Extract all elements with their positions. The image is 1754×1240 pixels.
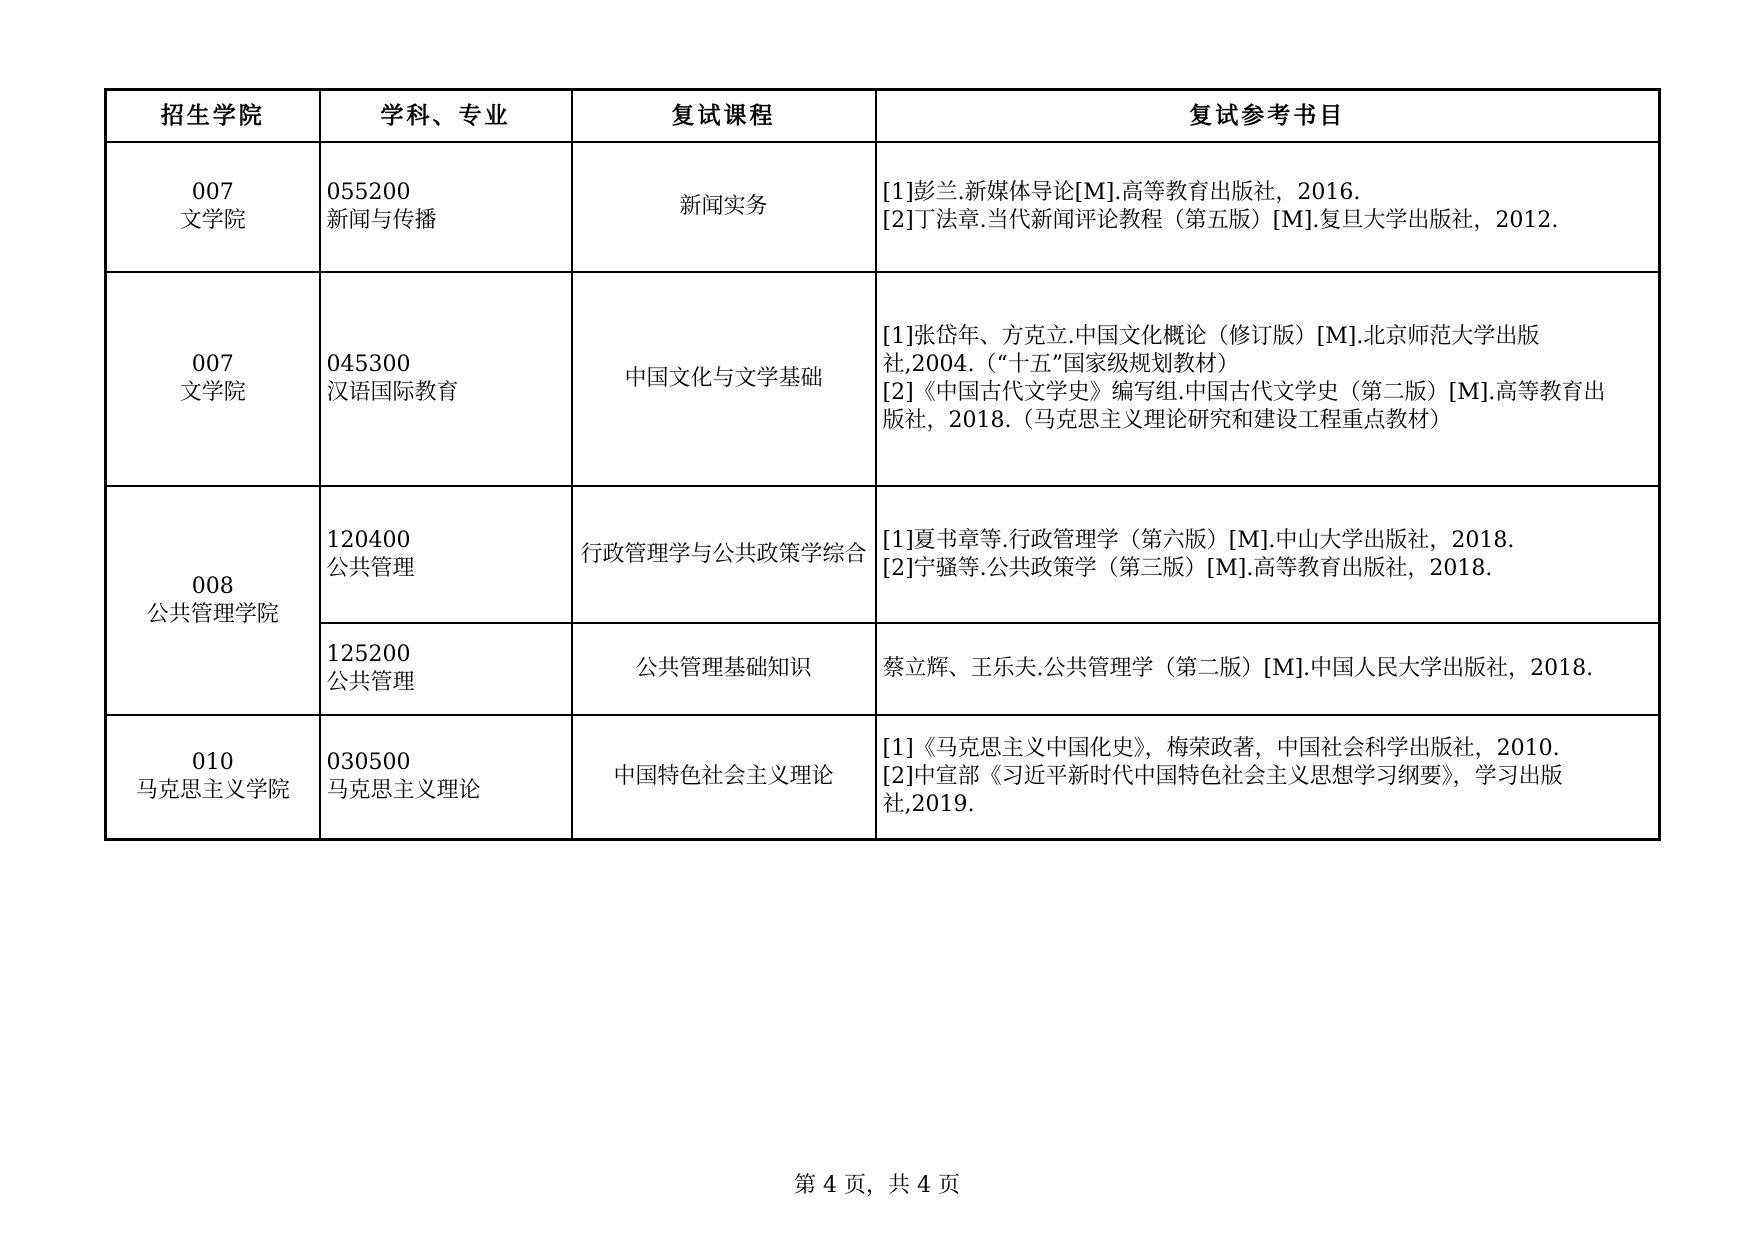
major-cell — [320, 142, 572, 272]
major-name: 公共管理 — [326, 670, 415, 695]
book-line: [2]丁法章.当代新闻评论教程（第五版）[M].复旦大学出版社，2012. — [882, 208, 1559, 233]
college-code: 007 — [191, 352, 234, 377]
college-cell — [106, 272, 320, 486]
header-books: 复试参考书目 — [876, 90, 1660, 143]
major-code: 125200 — [326, 642, 411, 667]
major-name: 新闻与传播 — [326, 208, 437, 233]
college-name: 文学院 — [179, 380, 246, 405]
book-line: [1]夏书章等.行政管理学（第六版）[M].中山大学出版社，2018. — [882, 527, 1515, 553]
college-name: 马克思主义学院 — [135, 777, 290, 803]
college-code: 007 — [191, 180, 234, 205]
book-line: 社,2019. — [882, 791, 975, 817]
major-code: 045300 — [326, 352, 411, 377]
course-cell: 公共管理基础知识 — [572, 623, 876, 715]
books-cell — [876, 715, 1660, 839]
books-cell — [876, 142, 1660, 272]
table-row — [106, 142, 1660, 272]
book-line: [1]彭兰.新媒体导论[M].高等教育出版社，2016. — [882, 180, 1361, 205]
major-name: 汉语国际教育 — [326, 380, 459, 405]
major-cell — [320, 623, 572, 715]
book-line: [2]宁骚等.公共政策学（第三版）[M].高等教育出版社，2018. — [882, 555, 1493, 581]
major-name: 马克思主义理论 — [326, 777, 481, 803]
major-code: 120400 — [326, 527, 411, 553]
course-cell: 中国文化与文学基础 — [572, 272, 876, 486]
book-line: [2]《中国古代文学史》编写组.中国古代文学史（第二版）[M].高等教育出 — [882, 380, 1606, 405]
book-line: [2]中宣部《习近平新时代中国特色社会主义思想学习纲要》，学习出版 — [882, 763, 1563, 789]
page-footer: 第 4 页，共 4 页 — [794, 1173, 960, 1198]
college-cell — [106, 715, 320, 839]
college-code: 008 — [191, 573, 234, 599]
major-cell — [320, 715, 572, 839]
course-cell: 行政管理学与公共政策学综合 — [572, 486, 876, 623]
table-row — [106, 715, 1660, 839]
books-cell — [876, 272, 1660, 486]
college-name: 公共管理学院 — [146, 601, 279, 627]
book-line: [1]张岱年、方克立.中国文化概论（修订版）[M].北京师范大学出版 — [882, 324, 1540, 349]
major-code: 055200 — [326, 180, 411, 205]
book-line: 蔡立辉、王乐夫.公共管理学（第二版）[M].中国人民大学出版社，2018. — [882, 656, 1594, 681]
major-name: 公共管理 — [326, 555, 415, 581]
table-row — [106, 272, 1660, 486]
course-cell: 新闻实务 — [572, 142, 876, 272]
college-name: 文学院 — [179, 208, 246, 233]
header-major: 学科、专业 — [320, 90, 572, 143]
book-line: 社,2004.（“十五”国家级规划教材） — [882, 352, 1239, 377]
header-course: 复试课程 — [572, 90, 876, 143]
table-row — [106, 623, 1660, 715]
major-cell — [320, 486, 572, 623]
table-row — [106, 486, 1660, 623]
college-cell — [106, 486, 320, 715]
books-cell — [876, 486, 1660, 623]
major-code: 030500 — [326, 749, 411, 775]
book-line: [1]《马克思主义中国化史》，梅荣政著，中国社会科学出版社，2010. — [882, 735, 1560, 761]
header-college: 招生学院 — [106, 90, 320, 143]
book-line: 版社，2018.（马克思主义理论研究和建设工程重点教材） — [882, 408, 1452, 433]
course-cell: 中国特色社会主义理论 — [572, 715, 876, 839]
books-cell — [876, 623, 1660, 715]
major-cell — [320, 272, 572, 486]
header-row — [106, 90, 1660, 143]
college-cell — [106, 142, 320, 272]
college-code: 010 — [191, 749, 234, 775]
admission-table — [104, 88, 1661, 841]
